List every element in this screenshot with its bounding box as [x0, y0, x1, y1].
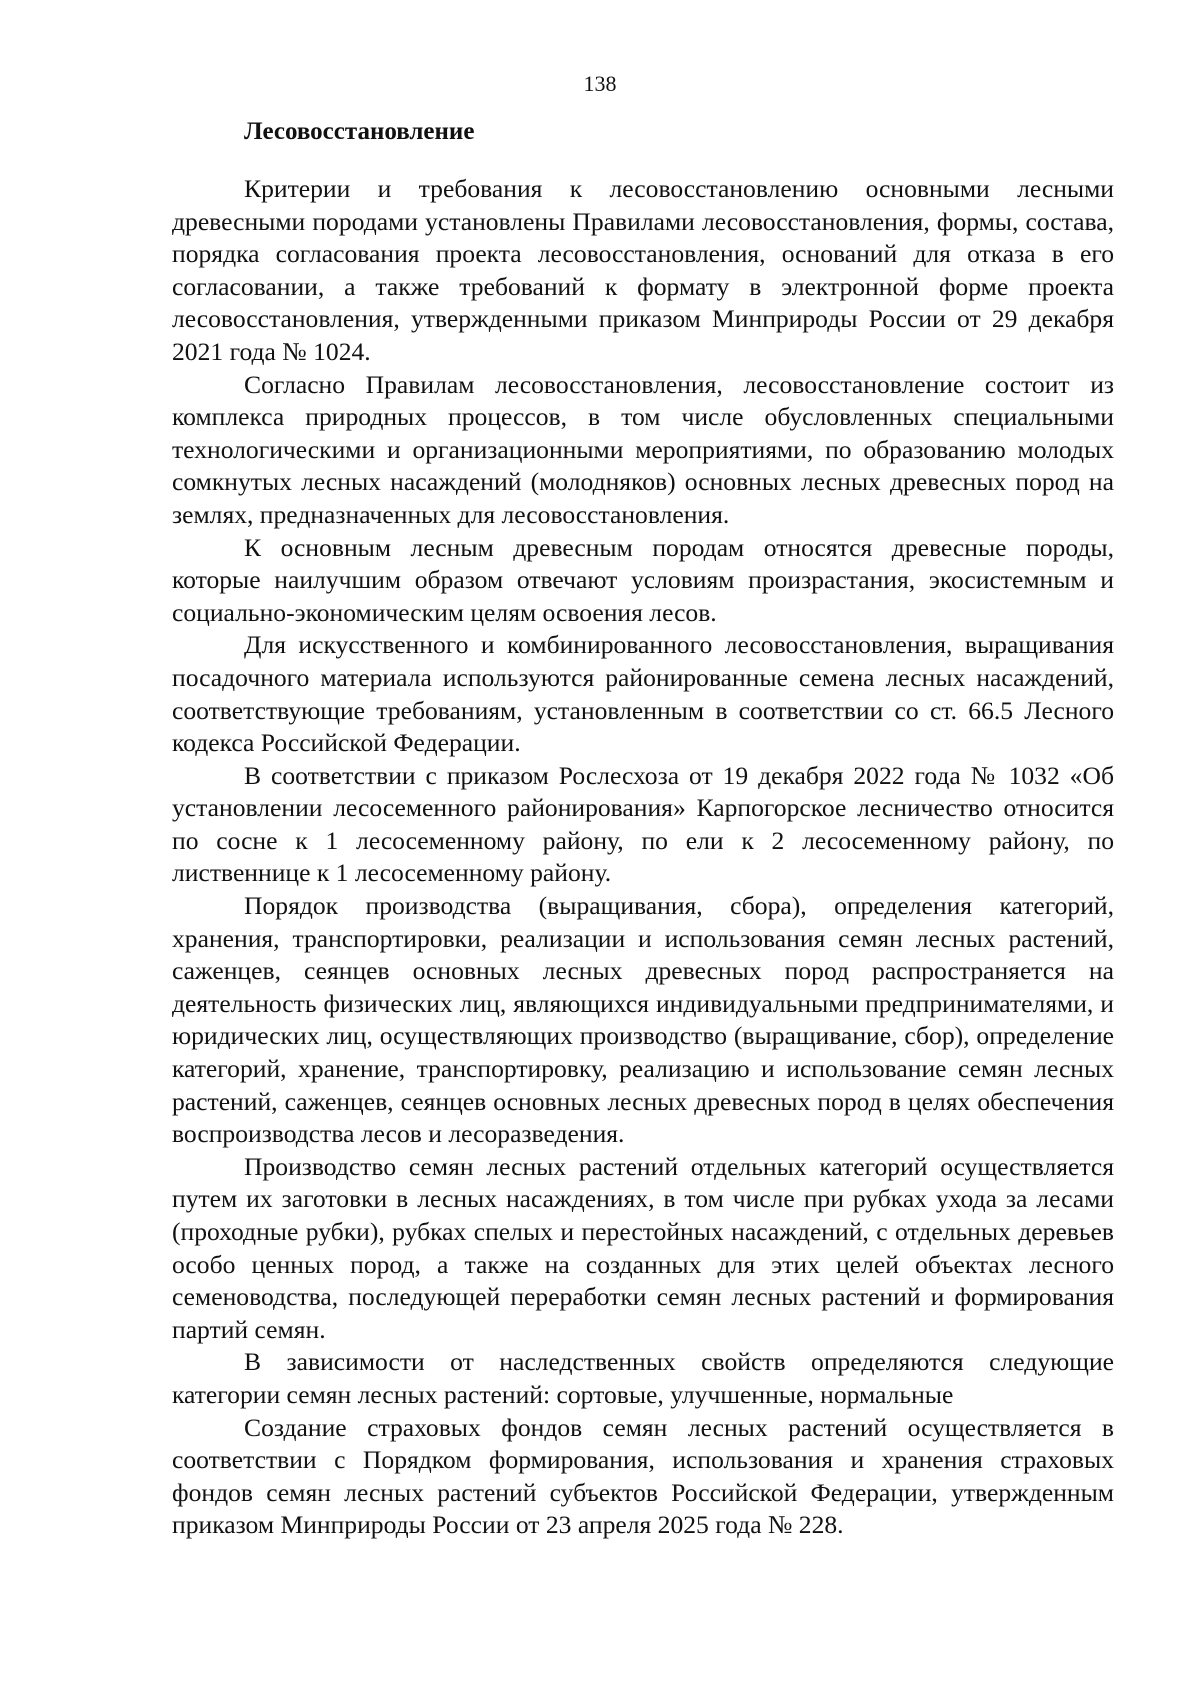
page-number: 138	[583, 71, 617, 96]
paragraph-main-species: К основным лесным древесным породам относятся древесные породы, которые наилучшим образом отвечают условиям произрастания, экосистемным и социально-экономическим целям освоения лесов.	[172, 532, 1114, 627]
paragraph-insurance-funds: Создание страховых фондов семян лесных растений осуществляется в соответствии с Порядком формирования, использования и хранения страховых фондов семян лесных растений субъектов Российской Федерации, утвержденным приказом Минприроды России от 23 апреля 2025 года № 228.	[172, 1412, 1114, 1540]
paragraph-production-order: Порядок производства (выращивания, сбора), определения категорий, хранения, транспортировки, реализации и использования семян лесных растений, саженцев, сеянцев основных лесных древесных пород распространяется на деятельность физических лиц, являющихся индивидуальными предпринимателями, и юридических лиц, осуществляющих производство (выращивание, сбор), определение категорий, хранение, транспортировку, реализацию и использование семян лесных растений, саженцев, сеянцев основных лесных древесных пород в целях обеспечения воспроизводства лесов и лесоразведения.	[172, 891, 1114, 1149]
document-body	[172, 114, 1114, 1542]
paragraph-zoning: В соответствии с приказом Рослесхоза от 19 декабря 2022 года № 1032 «Об установлении лесосеменного районирования» Карпогорское лесничество относится по сосне к 1 лесосеменному району, по ели к 2 лесосеменному району, по лиственнице к 1 лесосеменному району.	[172, 760, 1114, 888]
paragraph-seeds: Для искусственного и комбинированного лесовосстановления, выращивания посадочного материала используются районированные семена лесных насаждений, соответствующие требованиям, установленным в соответствии со ст. 66.5 Лесного кодекса Российской Федерации.	[172, 630, 1114, 758]
paragraph-rules: Согласно Правилам лесовосстановления, лесовосстановление состоит из комплекса природных процессов, в том числе обусловленных специальными технологическими и организационными мероприятиями, по образованию молодых сомкнутых лесных насаждений (молодняков) основных лесных древесных пород на землях, предназначенных для лесовосстановления.	[172, 369, 1114, 529]
paragraph-seed-categories: В зависимости от наследственных свойств определяются следующие категории семян лесных растений: сортовые, улучшенные, нормальные	[172, 1347, 1114, 1409]
paragraph-seed-production: Производство семян лесных растений отдельных категорий осуществляется путем их заготовки в лесных насаждениях, в том числе при рубках ухода за лесами (проходные рубки), рубках спелых и перестойных насаждений, с отдельных деревьев особо ценных пород, а также на созданных для этих целей объектах лесного семеноводства, последующей переработки семян лесных растений и формирования партий семян.	[172, 1151, 1114, 1344]
section-heading: Лесовосстановление	[244, 118, 475, 145]
paragraph-criteria: Критерии и требования к лесовосстановлению основными лесными древесными породами установлены Правилами лесовосстановления, формы, состава, порядка согласования проекта лесовосстановления, оснований для отказа в его согласовании, а также требований к формату в электронной форме проекта лесовосстановления, утвержденными приказом Минприроды России от 29 декабря 2021 года № 1024.	[172, 174, 1114, 366]
